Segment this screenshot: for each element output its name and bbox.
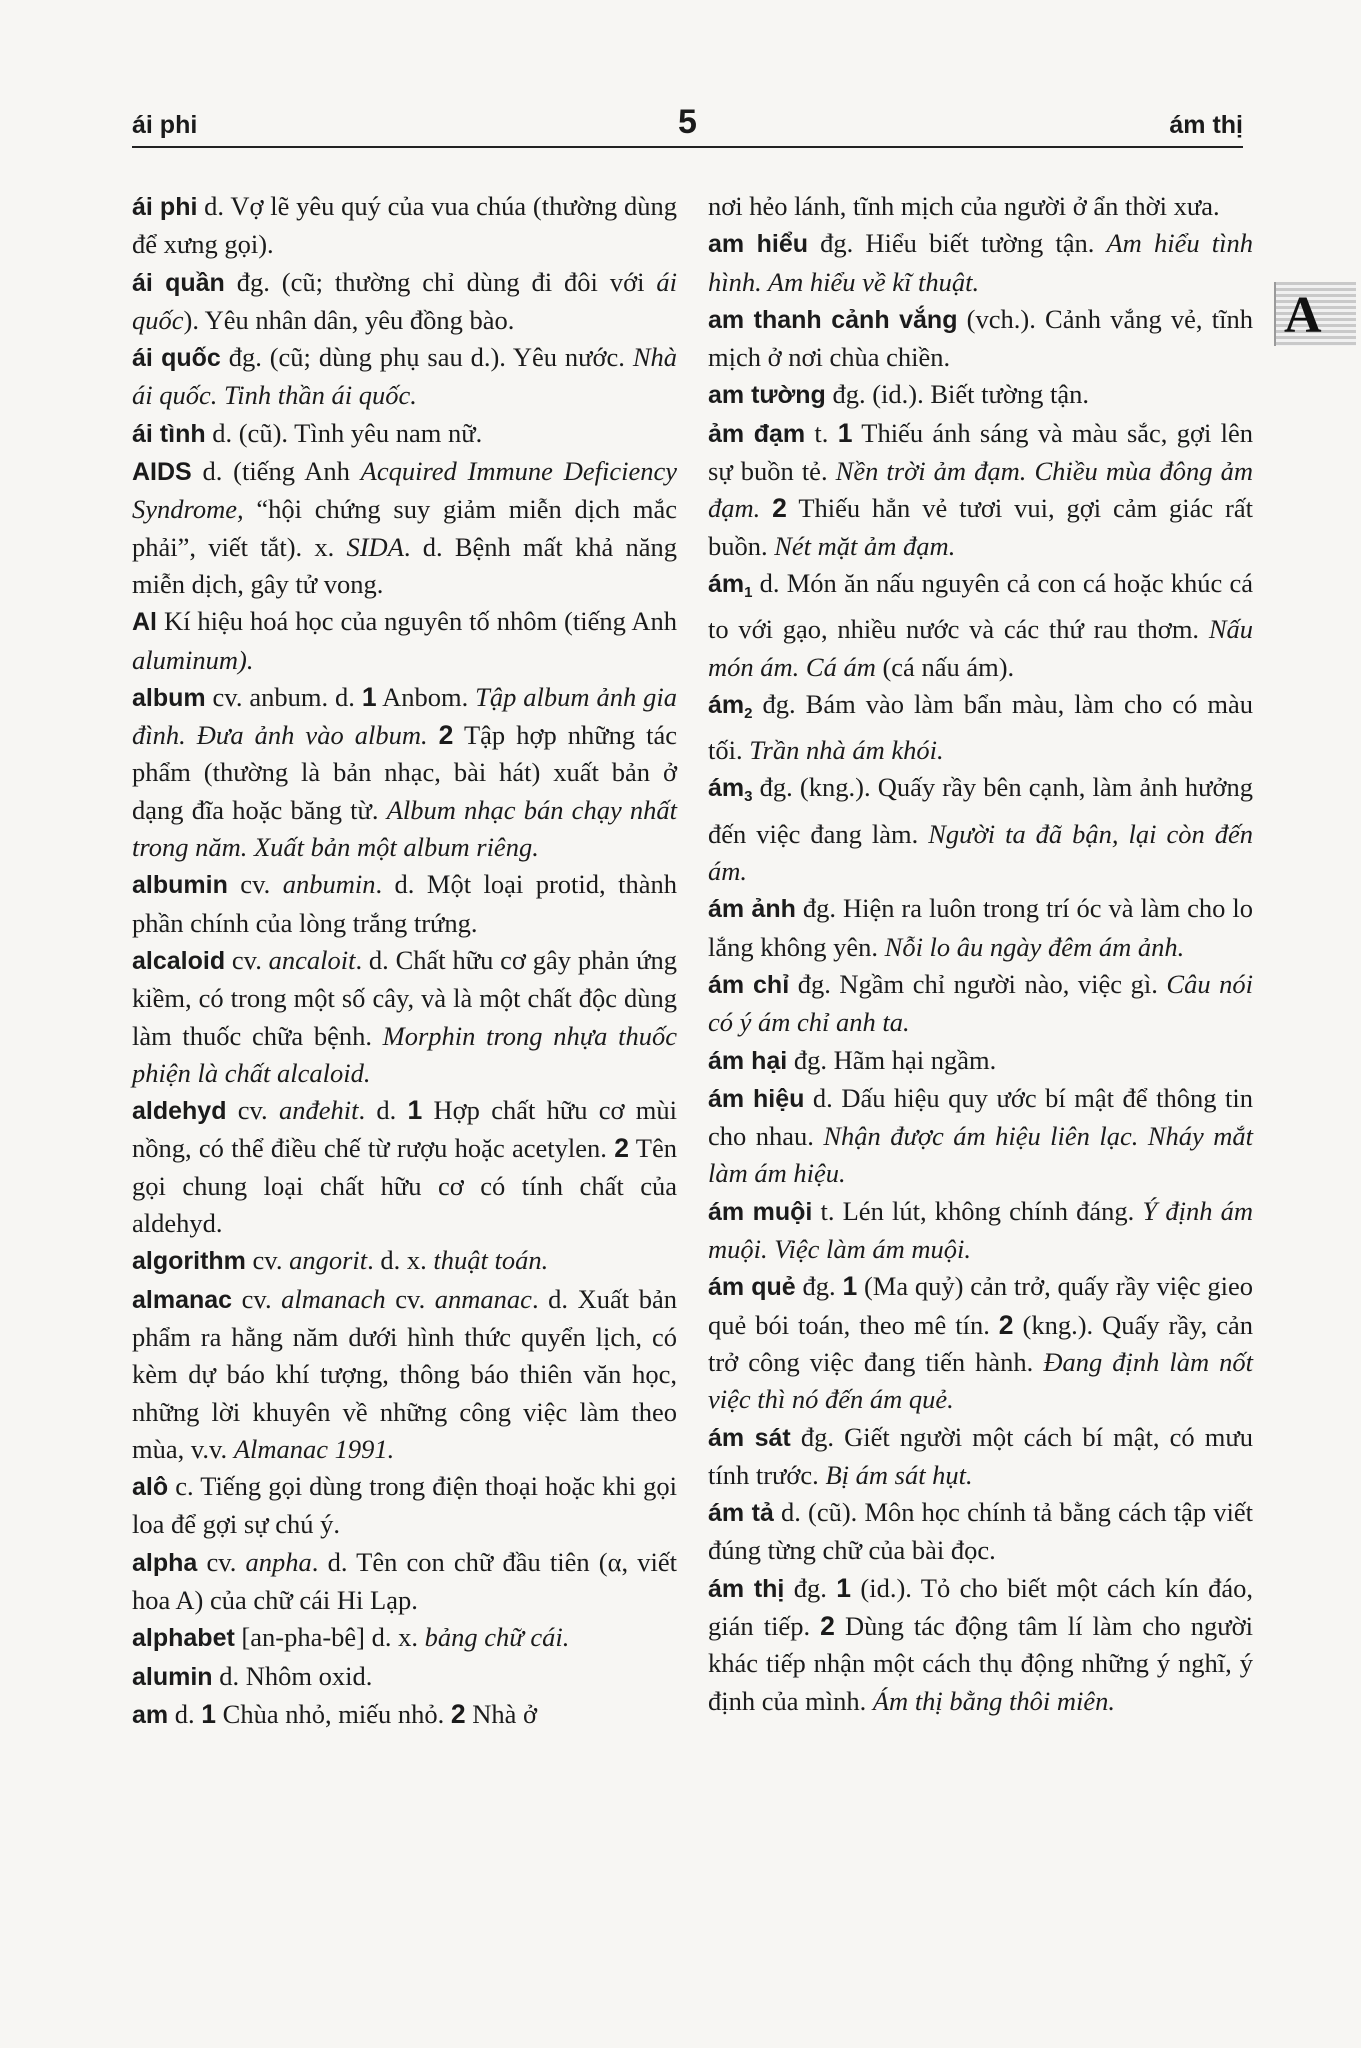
dictionary-entry [708, 1080, 1253, 1193]
entry-example: anđehit [278, 1095, 359, 1126]
dictionary-entry [708, 1042, 1253, 1080]
entry-headword: am hiểu [708, 230, 808, 259]
sense-number: 2 [438, 720, 454, 751]
entry-headword: am thanh cảnh vắng [708, 305, 958, 334]
entry-headword: ái tình [132, 419, 206, 448]
entry-headword: ám [708, 774, 745, 803]
entry-example: Đang định làm nốt việc thì nó đến ám quẻ. [708, 1346, 1253, 1415]
dictionary-entry [132, 866, 677, 942]
sense-number: 2 [614, 1133, 629, 1164]
entry-text: Kí hiệu hoá học của nguyên tố nhôm (tiếng Anh [157, 606, 677, 637]
entry-headword: ái phi [132, 193, 198, 221]
entry-text: Tập hợp những tác phẩm (thường là bản nhạc, bài hát) xuất bản ở dạng đĩa hoặc băng từ. [132, 720, 678, 825]
entry-text: . d. x. [367, 1245, 434, 1276]
entry-headword: ám quẻ [708, 1273, 796, 1302]
entry-headword: ái quốc [132, 344, 221, 373]
entry-headword: alcaloid [132, 946, 226, 975]
entry-text: đg. Bám vào làm bẩn màu, làm cho có màu tối. [708, 688, 1253, 766]
sense-number: 1 [361, 681, 377, 712]
entry-example: almanach [281, 1283, 386, 1314]
entry-text: d. Dấu hiệu quy ước bí mật để thông tin cho nhau. [708, 1082, 1253, 1152]
entry-headword: ám chỉ [708, 970, 790, 999]
dictionary-entry [708, 188, 1253, 225]
thumb-tab-letter: A [1284, 287, 1322, 344]
entry-headword: Al [132, 608, 157, 637]
entry-text: c. Tiếng gọi dùng trong điện thoại hoặc khi gọi loa để gợi sự chú ý. [132, 1471, 677, 1540]
entry-text: đg. Giết người một cách bí mật, có mưu tính trước. [708, 1421, 1253, 1490]
sense-number: 1 [836, 1572, 852, 1603]
entry-text: . d. [358, 1095, 408, 1126]
homonym-index: 1 [744, 583, 753, 601]
header-first-headword: ái phi [132, 111, 198, 139]
dictionary-entry [708, 1268, 1253, 1418]
right-column [708, 188, 1253, 1720]
sense-number: 2 [450, 1698, 466, 1729]
entry-headword: ám hiệu [708, 1084, 805, 1113]
sense-number: 2 [820, 1610, 835, 1641]
entry-text: đg. (cũ; thường chỉ dùng đi đôi với [224, 266, 657, 297]
entry-headword: almanac [132, 1285, 233, 1314]
entry-headword: ám thị [708, 1574, 785, 1603]
homonym-index: 2 [744, 704, 753, 722]
entry-text: “hội chứng suy giảm miễn dịch mắc phải”, viết tắt). x. [132, 494, 677, 562]
entry-text: d. (cũ). Tình yêu nam nữ. [205, 417, 483, 448]
dictionary-entry [132, 1468, 677, 1544]
entry-text: đg. (id.). Biết tường tận. [825, 379, 1089, 410]
entry-example: aluminum). [132, 644, 254, 675]
entry-headword: alumin [132, 1662, 213, 1691]
left-column [132, 188, 677, 1734]
entry-headword: algorithm [132, 1247, 246, 1276]
dictionary-entry [132, 188, 677, 264]
entry-text: Chùa nhỏ, miếu nhỏ. [216, 1698, 451, 1729]
entry-text: Anbom. [376, 681, 476, 712]
entry-text: d. (tiếng Anh [191, 456, 361, 487]
entry-text: cv. [385, 1283, 435, 1314]
entry-text: cv. [232, 1283, 282, 1314]
entry-text: Nhà ở [465, 1698, 537, 1729]
entry-example: Bị ám sát hụt. [825, 1459, 973, 1490]
entry-text: Hợp chất hữu cơ mùi nồng, có thể điều chế từ rượu hoặc acetylen. [132, 1095, 678, 1164]
entry-text: t. Lén lút, không chính đáng. [812, 1195, 1143, 1226]
entry-text: d. Vợ lẽ yêu quý của vua chúa (thường dùng để xưng gọi). [132, 191, 677, 260]
entry-example: Almanac 1991. [233, 1433, 395, 1464]
entry-text: Thiếu hẳn vẻ tươi vui, gợi cảm giác rất buồn. [708, 493, 1254, 561]
entry-text [428, 720, 439, 750]
entry-text: Thiếu ánh sáng và màu sắc, gợi lên sự buồn tẻ. [708, 417, 1253, 487]
entry-text: d. [168, 1698, 202, 1729]
entry-text: Dùng tác động tâm lí làm cho người khác tiếp nhận một cách thụ động những ý nghĩ, ý định của mình. [708, 1610, 1253, 1716]
entry-text: cv. [197, 1546, 246, 1577]
sense-number: 2 [772, 493, 787, 524]
homonym-index: 3 [744, 788, 753, 806]
entry-text: (Ma quỷ) cản trở, quấy rầy việc gieo quẻ bói toán, theo mê tín. [708, 1271, 1254, 1340]
entry-text: . d. Một loại protid, thành phần chính của lòng trắng trứng. [132, 869, 677, 938]
dictionary-entry [708, 1494, 1253, 1570]
dictionary-entry [132, 339, 677, 415]
entry-example: Người ta đã bận, lại còn đến ám. [708, 818, 1253, 887]
entry-headword: AIDS [132, 458, 192, 487]
entry-headword: alô [132, 1473, 169, 1502]
entry-example: Ám thị bằng thôi miên. [872, 1685, 1116, 1716]
dictionary-entry [708, 1419, 1253, 1495]
dictionary-entry [132, 453, 677, 603]
dictionary-entry [708, 565, 1253, 686]
sense-number: 1 [842, 1271, 858, 1302]
entry-text: . d. Xuất bản phẩm ra hằng năm dưới hình thức quyển lịch, có kèm dự báo khí tượng, thông báo thiên văn học, những lời khuyên về những công việc làm theo mùa, v.v. [132, 1283, 678, 1464]
dictionary-entry [132, 1242, 677, 1280]
entry-example: angorit [289, 1245, 368, 1276]
dictionary-entry [132, 1281, 677, 1468]
dictionary-entry [132, 264, 677, 340]
dictionary-entry [132, 942, 677, 1092]
entry-example: Album nhạc bán chạy nhất trong năm. Xuất bản một album riêng. [132, 794, 677, 863]
sense-number: 1 [201, 1698, 217, 1729]
entry-example: bảng chữ cái. [424, 1622, 570, 1653]
entry-text: đg. Hiểu biết tường tận. [808, 228, 1107, 259]
entry-text: (kng.). Quấy rầy, cản trở công việc đang tiến hành. [708, 1309, 1253, 1377]
entry-text: đg. Ngầm chỉ người nào, việc gì. [789, 968, 1167, 999]
entry-text: cv. anbum. d. [205, 681, 362, 712]
dictionary-entry [708, 301, 1253, 377]
dictionary-entry [132, 1658, 677, 1696]
entry-text: đg. [784, 1572, 837, 1603]
dictionary-entry [132, 679, 677, 866]
dictionary-entry [708, 376, 1253, 414]
entry-example: SIDA [346, 531, 404, 562]
entry-example: Nét mặt ảm đạm. [774, 530, 956, 561]
dictionary-entry [708, 890, 1253, 966]
entry-example: anpha [245, 1546, 312, 1577]
entry-text: [an-pha-bê] d. x. [234, 1622, 425, 1653]
entry-headword: alphabet [132, 1624, 235, 1653]
entry-example: Am hiểu tình hình. Am hiểu về kĩ thuật. [708, 228, 1253, 297]
entry-headword: ám sát [708, 1423, 791, 1452]
entry-example: thuật toán. [433, 1245, 549, 1276]
entry-headword: ám tả [708, 1499, 774, 1528]
dictionary-entry [132, 603, 677, 679]
dictionary-entry [132, 1696, 677, 1734]
entry-example: Câu nói có ý ám chỉ anh ta. [708, 968, 1253, 1038]
dictionary-entry [708, 1193, 1253, 1269]
entry-text: . d. Chất hữu cơ gây phản ứng kiềm, có trong một số cây, và là một chất độc dùng làm thuốc chữa bệnh. [132, 944, 678, 1051]
entry-example: Nhận được ám hiệu liên lạc. Nháy mắt làm ám hiệu. [708, 1121, 1253, 1189]
entry-headword: ám [708, 569, 745, 598]
entry-example: ancaloit [268, 944, 356, 975]
entry-example: Nền trời ảm đạm. Chiều mùa đông ảm đạm. [708, 456, 1254, 524]
sense-number: 1 [837, 417, 853, 448]
page-number: 5 [678, 103, 697, 141]
dictionary-entry [708, 769, 1253, 890]
entry-text: đg. Hãm hại ngầm. [787, 1044, 997, 1075]
entry-text: đg. (cũ; dùng phụ sau d.). Yêu nước. [220, 342, 633, 373]
entry-text: d. (cũ). Môn học chính tả bằng cách tập viết đúng từng chữ của bài đọc. [708, 1497, 1253, 1566]
entry-example: Nhà ái quốc. Tinh thần ái quốc. [132, 342, 678, 411]
entry-headword: albumin [132, 871, 228, 900]
dictionary-entry [708, 686, 1253, 770]
entry-headword: album [132, 683, 206, 712]
entry-headword: ái quần [132, 268, 225, 297]
entry-headword: ám muội [708, 1197, 813, 1226]
entry-example: Nỗi lo âu ngày đêm ám ảnh. [884, 931, 1185, 962]
entry-text: cv. [226, 1095, 279, 1126]
entry-example: ái quốc [132, 266, 677, 335]
sense-number: 2 [998, 1309, 1014, 1340]
entry-example: Ý định ám muội. Việc làm ám muội. [708, 1195, 1253, 1265]
entry-text: d. Món ăn nấu nguyên cả con cá hoặc khúc cá to với gạo, nhiều nước và các thứ rau thơm. [708, 567, 1253, 645]
entry-example: Acquired Immune Deficiency Syndrome, [132, 456, 677, 525]
dictionary-entry [132, 1544, 677, 1620]
entry-headword: ám [708, 690, 745, 719]
dictionary-entry [132, 1092, 677, 1242]
entry-text: (id.). Tỏ cho biết một cách kín đáo, gián tiếp. [708, 1572, 1254, 1641]
dictionary-entry [708, 415, 1253, 565]
entry-example: anbumin [282, 869, 376, 900]
entry-text: cv. [245, 1245, 290, 1276]
dictionary-entry [132, 1619, 677, 1657]
entry-text: cv. [225, 944, 269, 975]
entry-headword: ảm đạm [708, 419, 806, 448]
dictionary-entry [132, 415, 677, 453]
entry-text: d. Nhôm oxid. [212, 1660, 373, 1691]
entry-headword: ám ảnh [708, 895, 796, 924]
entry-text: . d. Tên con chữ đầu tiên (α, viết hoa A) của chữ cái Hi Lạp. [132, 1546, 677, 1615]
entry-text: (vch.). Cảnh vắng vẻ, tĩnh mịch ở nơi chùa chiền. [708, 303, 1253, 373]
entry-text: . d. Bệnh mất khả năng miễn dịch, gây tử vong. [132, 531, 677, 599]
entry-example: Tập album ảnh gia đình. Đưa ảnh vào album. [132, 681, 677, 751]
entry-headword: alpha [132, 1548, 198, 1577]
dictionary-entry [708, 225, 1253, 301]
dictionary-entry [708, 1570, 1253, 1720]
entry-text: đg. Hiện ra luôn trong trí óc và làm cho lo lắng không yên. [708, 893, 1253, 962]
entry-text: (cá nấu ám). [875, 651, 1015, 682]
entry-text: ). Yêu nhân dân, yêu đồng bào. [183, 304, 515, 335]
entry-text: cv. [227, 869, 283, 900]
page-header [132, 100, 1243, 148]
entry-text: t. [805, 417, 838, 448]
entry-text: đg. [795, 1271, 843, 1302]
header-last-headword: ám thị [1169, 111, 1243, 139]
entry-text: đg. (kng.). Quấy rầy bên cạnh, làm ảnh hưởng đến việc đang làm. [708, 772, 1253, 849]
entry-text: nơi hẻo lánh, tĩnh mịch của người ở ẩn thời xưa. [708, 191, 1220, 221]
dictionary-entry [708, 966, 1253, 1042]
entry-example: Morphin trong nhựa thuốc phiện là chất alcaloid. [132, 1020, 677, 1088]
letter-thumb-tab [1274, 282, 1356, 346]
entry-text [760, 493, 772, 523]
sense-number: 1 [407, 1095, 423, 1126]
entry-headword: am tường [708, 381, 826, 410]
entry-headword: am [132, 1700, 169, 1729]
entry-headword: aldehyd [132, 1097, 227, 1126]
entry-example: Trần nhà ám khói. [749, 735, 944, 766]
entry-example: anmanac [434, 1283, 532, 1314]
entry-text: Tên gọi chung loại chất hữu cơ có tính chất của aldehyd. [132, 1133, 677, 1239]
entry-headword: ám hại [708, 1046, 788, 1075]
entry-example: Nấu món ám. Cá ám [708, 614, 1253, 682]
